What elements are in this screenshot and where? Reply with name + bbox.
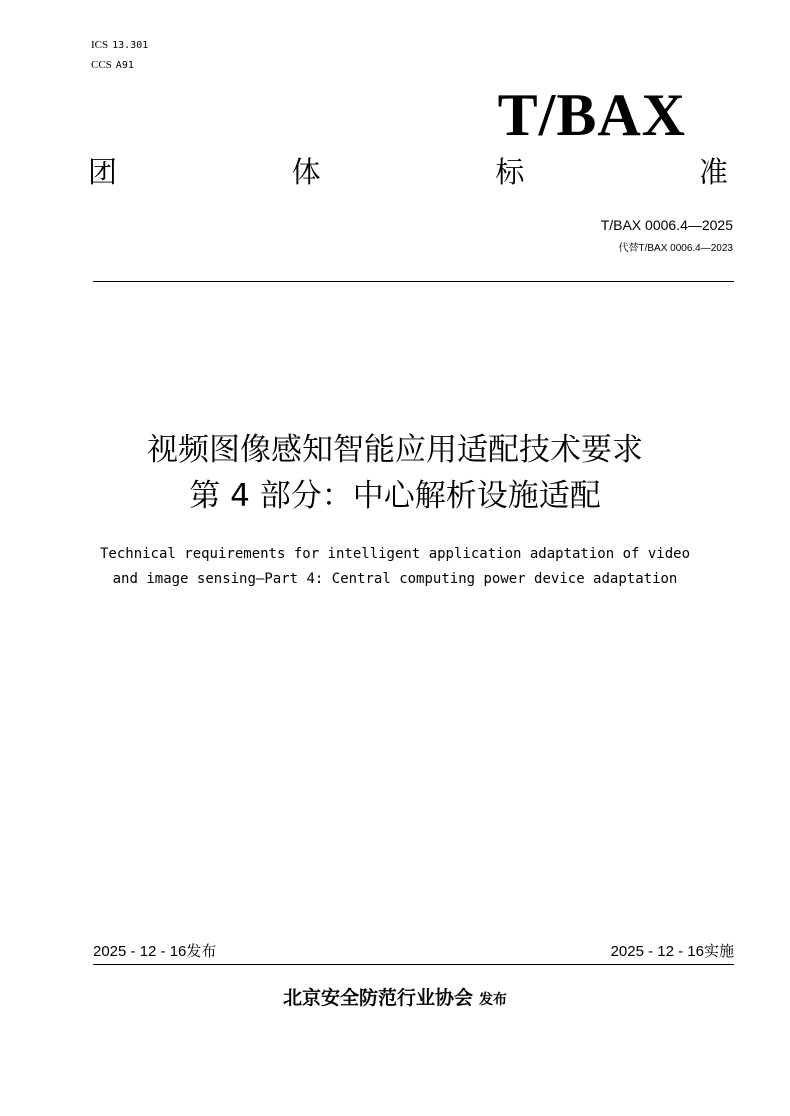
standard-type-char: 标 <box>495 155 525 189</box>
publisher-action: 发布 <box>479 992 507 1008</box>
ics-code: 13.301 <box>112 40 149 51</box>
ics-line <box>91 38 148 53</box>
title-en-line2: and image sensing—Part 4: Central computing power device adaptation <box>112 571 678 587</box>
standard-type-char: 准 <box>698 155 728 189</box>
ccs-label: CCS <box>91 59 112 71</box>
implement-date <box>611 940 734 963</box>
standard-type <box>88 152 728 192</box>
title-en-line1: Technical requirements for intelligent application adaptation of video <box>99 546 690 562</box>
publisher-organization: 北京安全防范行业协会 <box>282 987 473 1009</box>
replaces-standard: 代替T/BAX 0006.4—2023 <box>618 243 733 254</box>
issue-date-value: 2025 - 12 - 16 <box>93 943 187 960</box>
title-cn-line1: 视频图像感知智能应用适配技术要求 <box>147 432 643 468</box>
issue-date-label: 发布 <box>186 942 217 960</box>
ccs-line <box>91 58 134 73</box>
standard-type-char: 体 <box>291 155 321 189</box>
title-cn-line2: 第 4 部分：中心解析设施适配 <box>189 478 601 514</box>
issue-date <box>93 940 216 963</box>
header-divider <box>93 281 734 282</box>
standard-logo: T/BAX <box>497 82 686 148</box>
ccs-code: A91 <box>115 60 134 71</box>
implement-date-value: 2025 - 12 - 16 <box>610 943 704 960</box>
footer-divider <box>93 964 734 965</box>
standard-type-char: 团 <box>88 155 118 189</box>
implement-date-label: 实施 <box>703 942 734 960</box>
publisher <box>0 984 790 1012</box>
ics-label: ICS <box>91 39 109 51</box>
standard-number: T/BAX 0006.4—2025 <box>600 217 733 233</box>
